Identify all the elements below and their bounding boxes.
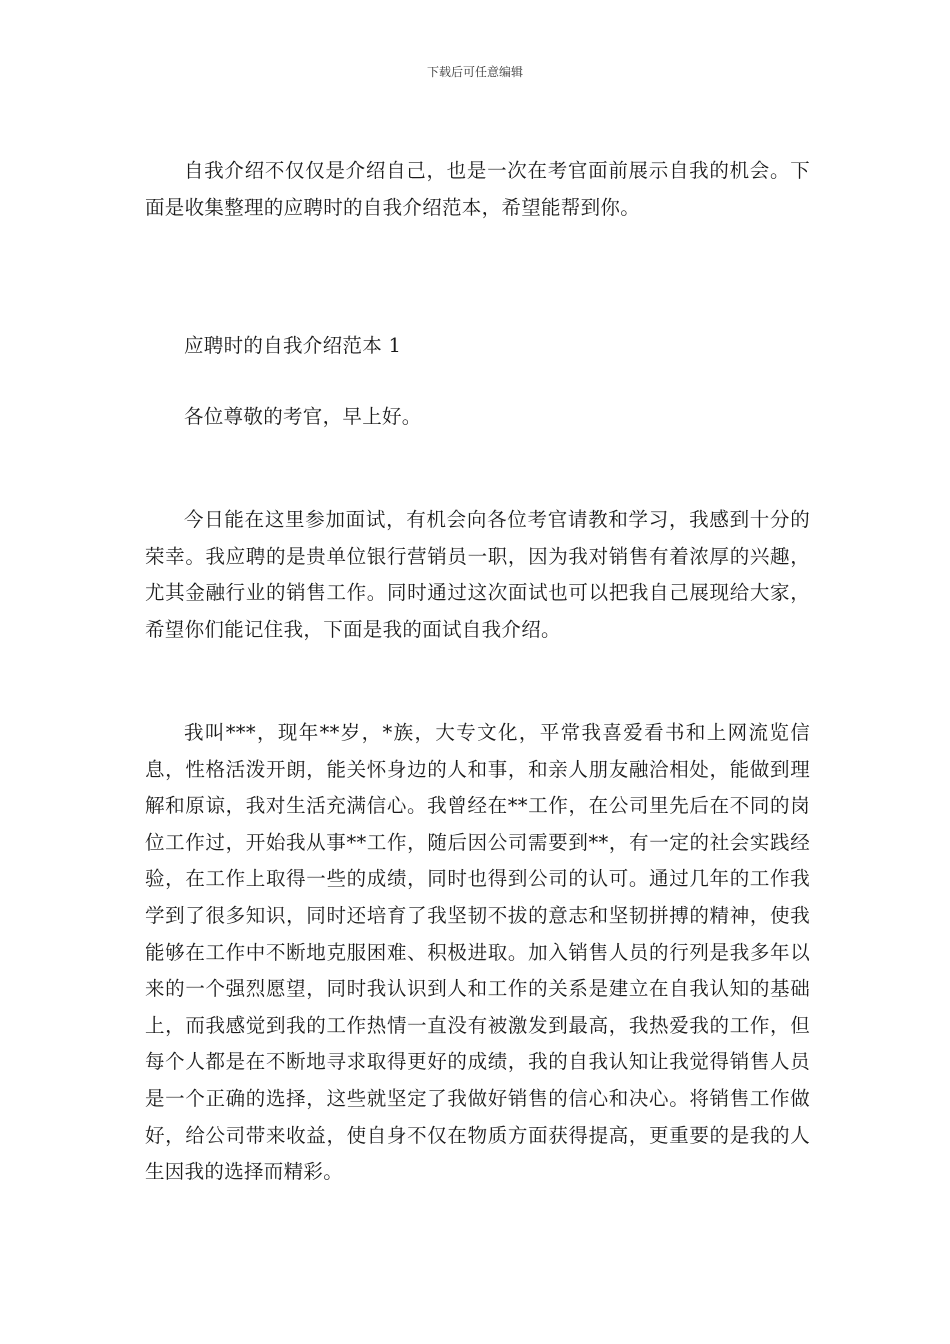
page-header: 下载后可任意编辑 bbox=[426, 65, 523, 79]
body-paragraph-1: 今日能在这里参加面试，有机会向各位考官请教和学习，我感到十分的荣幸。我应聘的是贵单位银行营销员一职，因为我对销售有着浓厚的兴趣，尤其金融行业的销售工作。同时通过这次面试也可以把我自己展现给大家，希望你们能记住我，下面是我的面试自我介绍。 bbox=[145, 508, 810, 641]
intro-paragraph: 自我介绍不仅仅是介绍自己，也是一次在考官面前展示自我的机会。下面是收集整理的应聘时的自我介绍范本，希望能帮到你。 bbox=[145, 159, 810, 219]
greeting-paragraph: 各位尊敬的考官，早上好。 bbox=[184, 405, 422, 428]
body-paragraph-2: 我叫***，现年**岁，*族，大专文化，平常我喜爱看书和上网流览信息，性格活泼开朗，能关怀身边的人和事，和亲人朋友融洽相处，能做到理解和原谅，我对生活充满信心。我曾经在**工作，在公司里先后在不同的岗位工作过，开始我从事**工作，随后因公司需要到**，有一定的社会实践经验，在工作上取得一些的成绩，同时也得到公司的认可。通过几年的工作我学到了很多知识，同时还培育了我坚韧不拔的意志和坚韧拼搏的精神，使我能够在工作中不断地克服困难、积极进取。加入销售人员的行列是我多年以来的一个强烈愿望，同时我认识到人和工作的关系是建立在自我认知的基础上，而我感觉到我的工作热情一直没有被激发到最高，我热爱我的工作，但每个人都是在不断地寻求取得更好的成绩，我的自我认知让我觉得销售人员是一个正确的选择，这些就坚定了我做好销售的信心和决心。将销售工作做好，给公司带来收益，使自身不仅在物质方面获得提高，更重要的是我的人生因我的选择而精彩。 bbox=[145, 721, 810, 1184]
section-heading: 应聘时的自我介绍范本 1 bbox=[184, 334, 402, 357]
